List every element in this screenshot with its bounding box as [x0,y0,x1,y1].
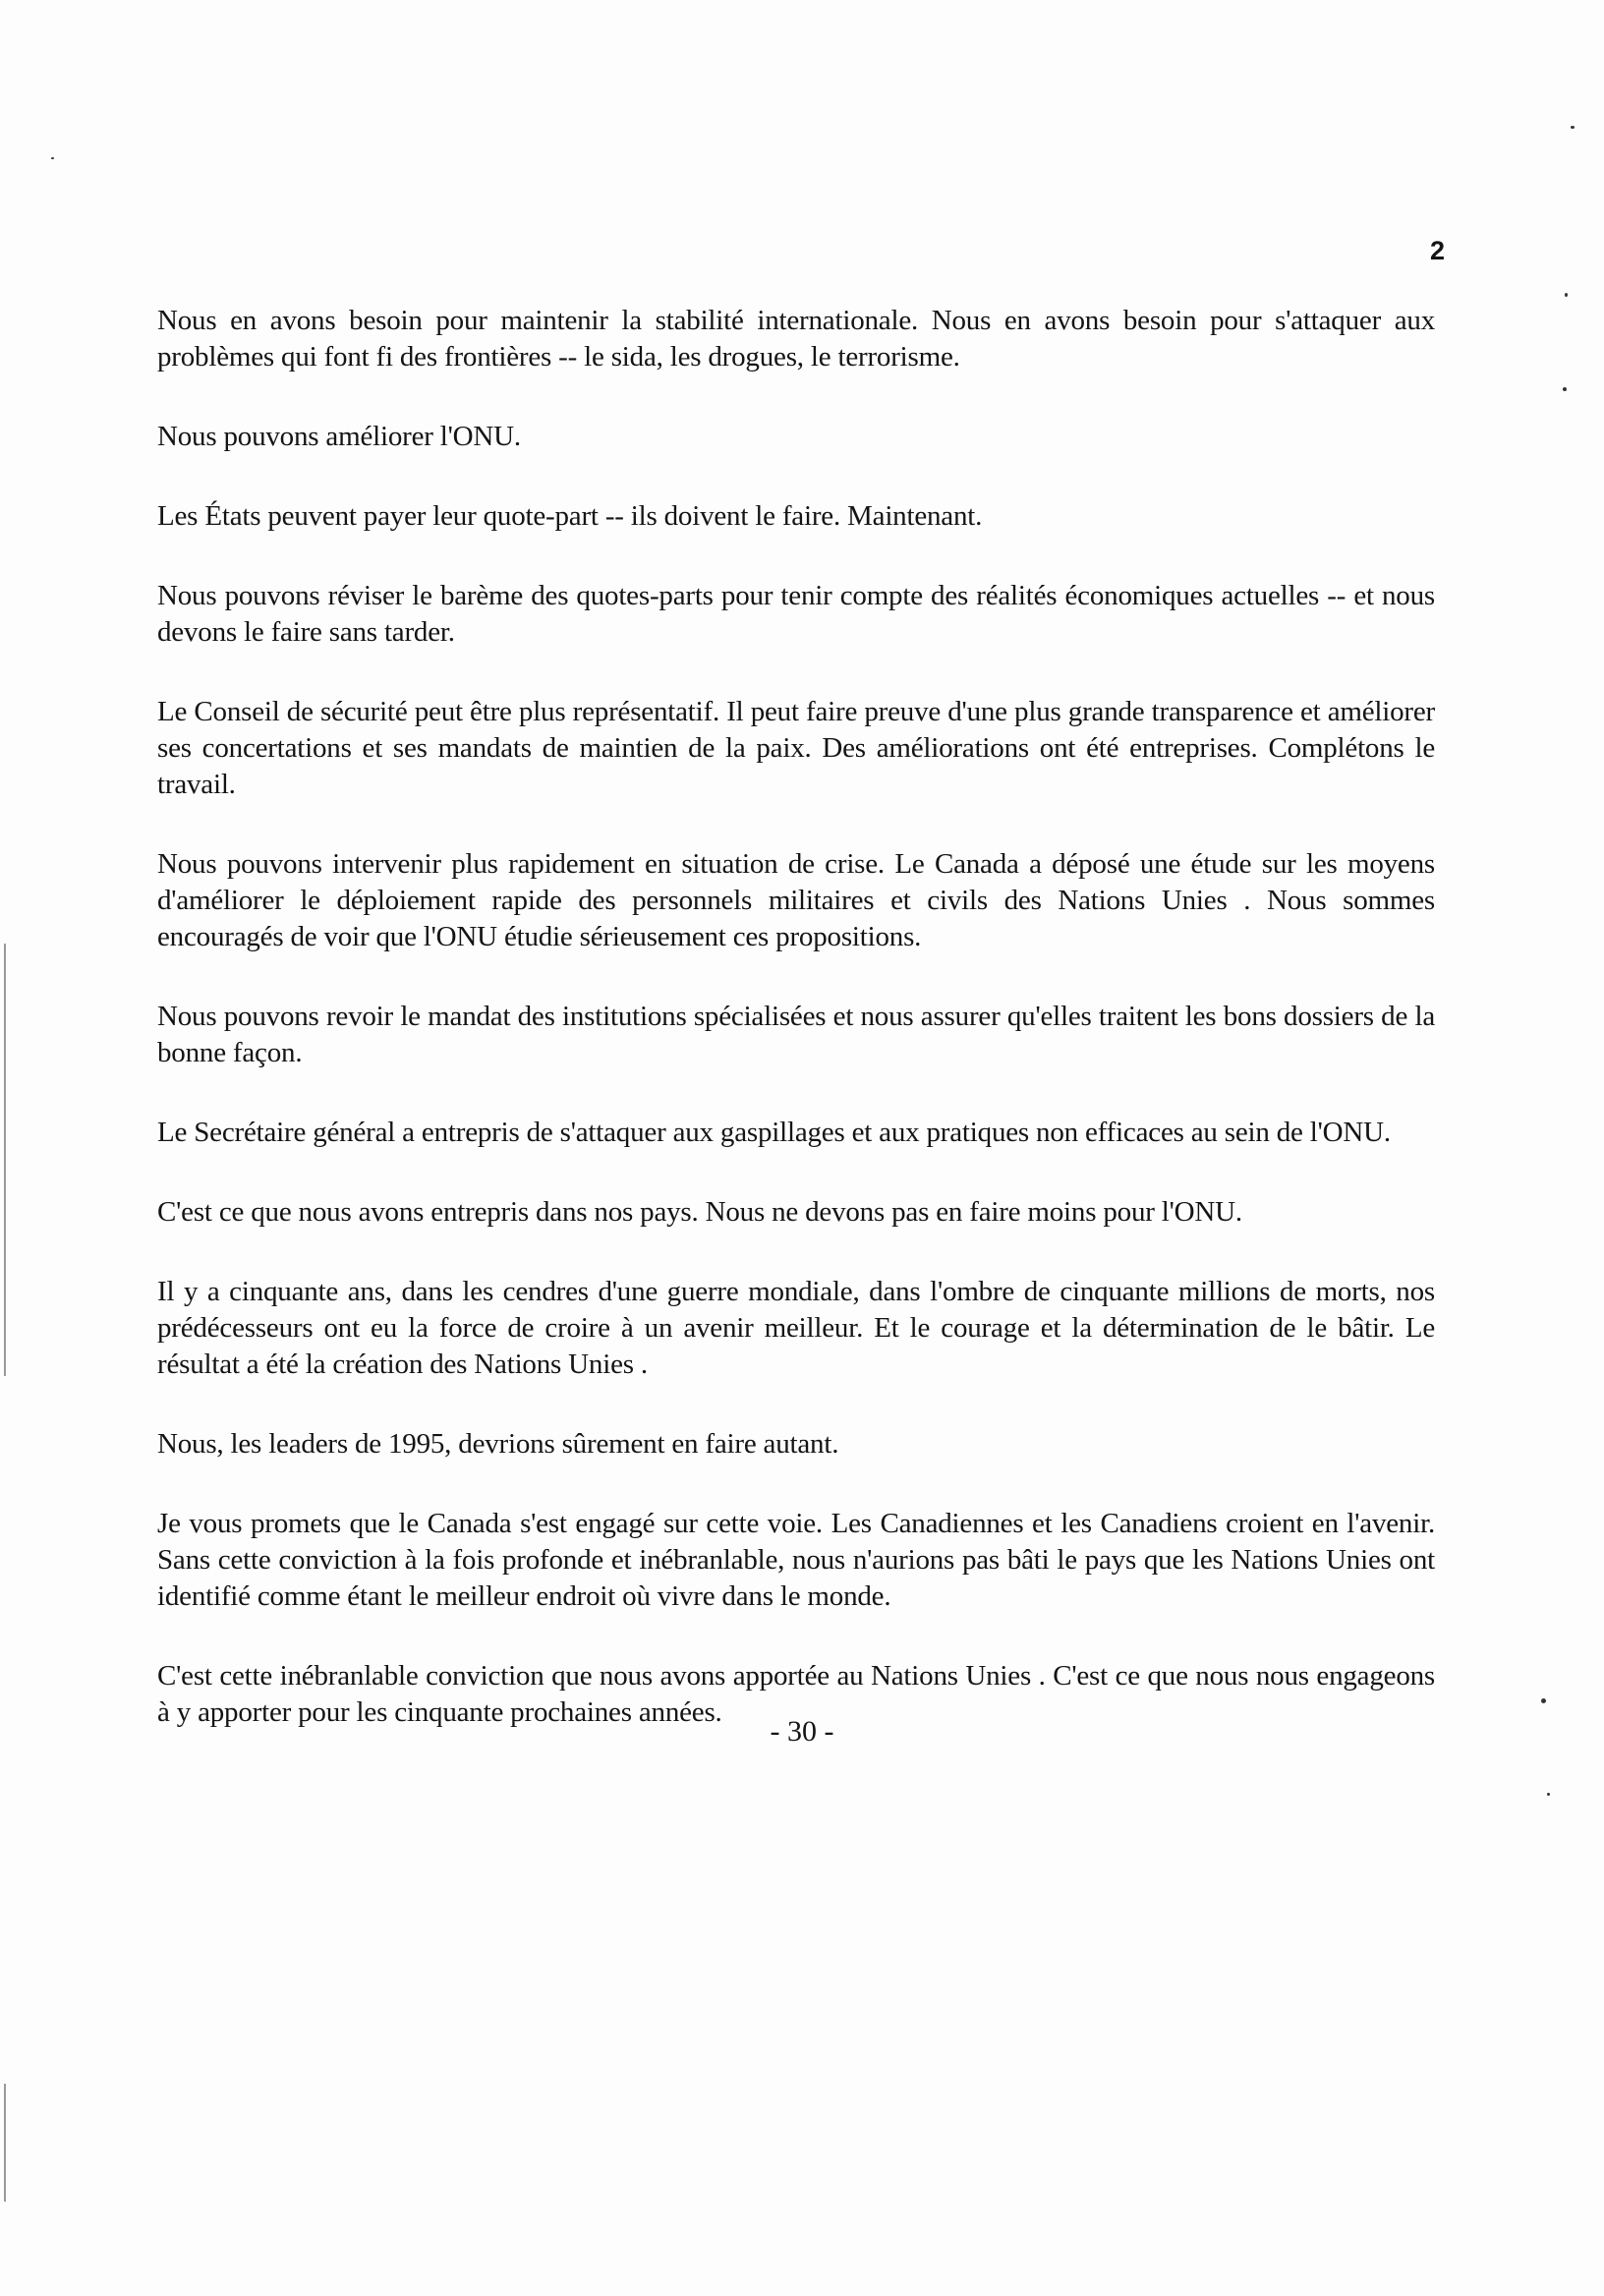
scan-speck [1571,126,1575,129]
scan-speck [1541,1698,1546,1703]
paragraph-11: Nous, les leaders de 1995, devrions sûrement en faire autant. [157,1428,839,1460]
scan-speck [51,157,54,159]
scan-edge-line [4,2084,6,2202]
paragraph-6: Nous pouvons intervenir plus rapidement en situation de crise. Le Canada a déposé une étude sur les moyens d'améliorer le déploiement rapide des personnels militaires et civils des Nations Unies . Nous sommes encouragés de voir que l'ONU étudie sérieusement ces propositions. [157,848,1435,952]
scan-speck [1547,1793,1550,1796]
paragraph-2: Nous pouvons améliorer l'ONU. [157,421,521,452]
paragraph-4: Nous pouvons réviser le barème des quotes-parts pour tenir compte des réalités économiques actuelles -- et nous devons le faire sans tarder. [157,580,1435,648]
paragraph-1: Nous en avons besoin pour maintenir la stabilité internationale. Nous en avons besoin pour s'attaquer aux problèmes qui font fi des frontières -- le sida, les drogues, le terrorisme. [157,305,1435,373]
paragraph-12: Je vous promets que le Canada s'est engagé sur cette voie. Les Canadiennes et les Canadiens croient en l'avenir. Sans cette conviction à la fois profonde et inébranlable, nous n'aurions pas bâti le pays que les Nations Unies ont identifié comme étant le meilleur endroit où vivre dans le monde. [157,1508,1435,1612]
scan-speck [1565,293,1568,297]
corner-page-number: 2 [1429,236,1445,265]
paragraph-13: C'est cette inébranlable conviction que nous avons apportée au Nations Unies . C'est ce que nous nous engageons à y apporter pour les cinquante prochaines années. [157,1660,1435,1728]
paragraph-7: Nous pouvons revoir le mandat des institutions spécialisées et nous assurer qu'elles traitent les bons dossiers de la bonne façon. [157,1001,1435,1068]
scan-edge-line [4,944,6,1376]
footer-page-number: - 30 - [770,1715,834,1748]
paragraph-9: C'est ce que nous avons entrepris dans nos pays. Nous ne devons pas en faire moins pour l'ONU. [157,1196,1242,1228]
scan-speck [1563,387,1567,391]
paragraph-3: Les États peuvent payer leur quote-part -- ils doivent le faire. Maintenant. [157,500,983,532]
document-body [157,303,1435,1774]
paragraph-10: Il y a cinquante ans, dans les cendres d'une guerre mondiale, dans l'ombre de cinquante millions de morts, nos prédécesseurs ont eu la force de croire à un avenir meilleur. Et le courage et la détermination de le bâtir. Le résultat a été la création des Nations Unies . [157,1276,1435,1380]
paragraph-5: Le Conseil de sécurité peut être plus représentatif. Il peut faire preuve d'une plus grande transparence et améliorer ses concertations et ses mandats de maintien de la paix. Des améliorations ont été entreprises. Complétons le travail. [157,696,1435,800]
paragraph-8: Le Secrétaire général a entrepris de s'attaquer aux gaspillages et aux pratiques non efficaces au sein de l'ONU. [157,1117,1391,1148]
